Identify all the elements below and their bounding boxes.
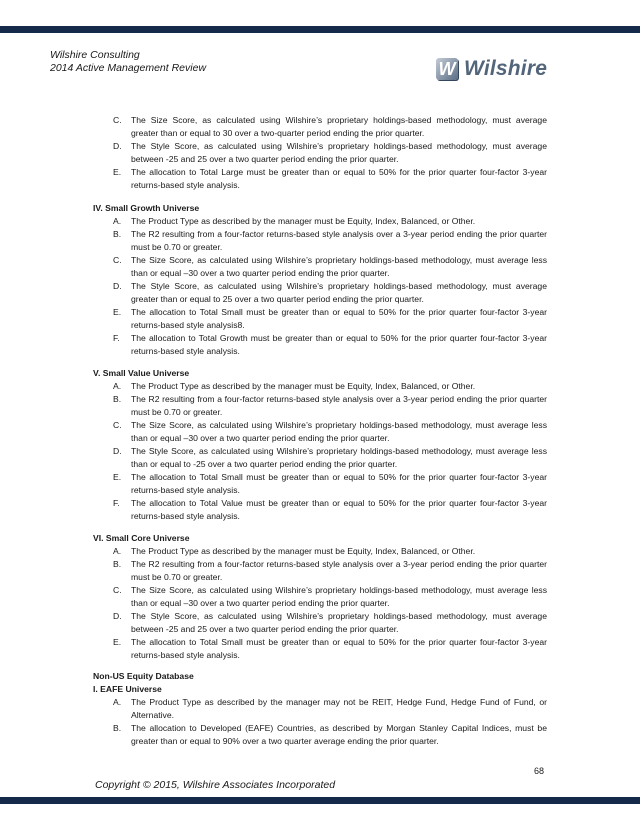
list-item-text: The Size Score, as calculated using Wilshire’s proprietary holdings-based methodology, must average greater than or equal to 30 over a two-quarter period ending the prior quarter. [131,115,547,138]
list-item-text: The Style Score, as calculated using Wilshire’s proprietary holdings-based methodology, must average greater than or equal to 25 over a two quarter period ending the prior quarter. [131,281,547,304]
list-item-text: The Style Score, as calculated using Wilshire’s proprietary holdings-based methodology, must average between -25 and 25 over a two quarter period ending the prior quarter. [131,141,547,164]
report-title: 2014 Active Management Review [50,62,207,74]
list-item-text: The Product Type as described by the manager must be Equity, Index, Balanced, or Other. [131,216,476,226]
list-item-marker: A. [113,546,122,556]
wilshire-logo-text: Wilshire [464,57,548,80]
list-item-text: The Size Score, as calculated using Wilshire’s proprietary holdings-based methodology, must average less than or equal –30 over a two quarter period ending the prior quarter. [131,420,547,443]
page-number: 68 [534,766,545,776]
list-item-marker: C. [113,585,122,595]
list-item-text: The R2 resulting from a four-factor returns-based style analysis over a 3-year period ending the prior quarter must be 0.70 or greater. [131,394,547,417]
list-item-marker: D. [113,446,122,456]
company-name: Wilshire Consulting [50,49,140,61]
section-heading: VI. Small Core Universe [93,533,190,543]
list-item-marker: F. [113,498,120,508]
list-item-text: The allocation to Total Value must be greater than or equal to 50% for the prior quarter four-factor 3-year returns-based style analysis. [131,498,547,521]
list-item-text: The R2 resulting from a four-factor returns-based style analysis over a 3-year period ending the prior quarter must be 0.70 or greater. [131,559,547,582]
list-item-marker: A. [113,381,122,391]
list-item-marker: A. [113,697,122,707]
list-item-text: The allocation to Total Small must be greater than or equal to 50% for the prior quarter four-factor 3-year returns-based style analysis. [131,637,547,660]
list-item-text: The Size Score, as calculated using Wilshire’s proprietary holdings-based methodology, must average less than or equal –30 over a two quarter period ending the prior quarter. [131,255,547,278]
list-item-marker: B. [113,723,122,733]
list-item-text: The allocation to Total Small must be greater than or equal to 50% for the prior quarter four-factor 3-year returns-based style analysis. [131,472,547,495]
list-item-text: The Size Score, as calculated using Wilshire’s proprietary holdings-based methodology, must average less than or equal –30 over a two quarter period ending the prior quarter. [131,585,547,608]
section-heading: V. Small Value Universe [93,368,190,378]
list-item-marker: D. [113,281,122,291]
list-item-marker: E. [113,167,122,177]
list-item-marker: B. [113,559,122,569]
list-item-text: The allocation to Total Small must be greater than or equal to 50% for the prior quarter four-factor 3-year returns-based style analysis8. [131,307,547,330]
list-item-text: The Product Type as described by the manager may not be REIT, Hedge Fund, Hedge Fund of Fund, or Alternative. [131,697,547,720]
document-header [50,49,206,75]
list-item-marker: A. [113,216,122,226]
list-item-marker: B. [113,394,122,404]
list-item-text: The allocation to Total Large must be greater than or equal to 50% for the prior quarter four-factor 3-year returns-based style analysis. [131,167,547,190]
list-item-marker: C. [113,420,122,430]
list-item-marker: D. [113,141,122,151]
list-item-text: The Product Type as described by the manager must be Equity, Index, Balanced, or Other. [131,546,476,556]
list-item-text: The Style Score, as calculated using Wilshire’s proprietary holdings-based methodology, must average less than or equal to -25 over a two quarter period ending the prior quarter. [131,446,547,469]
section-heading: Non-US Equity Database [93,671,194,681]
list-item-marker: C. [113,115,122,125]
list-item-marker: E. [113,472,122,482]
wilshire-logo-mark: W [436,58,458,80]
wilshire-logo [436,55,547,83]
section-heading: I. EAFE Universe [93,684,162,694]
list-item-text: The allocation to Developed (EAFE) Countries, as described by Morgan Stanley Capital Indices, must be greater than or equal to 90% over a two quarter average ending the prior quarter. [131,723,547,746]
list-item-marker: C. [113,255,122,265]
list-item-marker: E. [113,637,122,647]
list-item-marker: E. [113,307,122,317]
bottom-bar [0,797,640,804]
top-bar [0,26,640,33]
list-item-text: The Style Score, as calculated using Wilshire’s proprietary holdings-based methodology, must average between -25 and 25 over a two quarter period ending the prior quarter. [131,611,547,634]
section-heading: IV. Small Growth Universe [93,203,200,213]
list-item-marker: F. [113,333,120,343]
list-item-text: The R2 resulting from a four-factor returns-based style analysis over a 3-year period ending the prior quarter must be 0.70 or greater. [131,229,547,252]
copyright-footer: Copyright © 2015, Wilshire Associates Incorporated [95,779,336,791]
list-item-text: The allocation to Total Growth must be greater than or equal to 50% for the prior quarter four-factor 3-year returns-based style analysis. [131,333,547,356]
list-item-text: The Product Type as described by the manager must be Equity, Index, Balanced, or Other. [131,381,476,391]
list-item-marker: D. [113,611,122,621]
list-item-marker: B. [113,229,122,239]
